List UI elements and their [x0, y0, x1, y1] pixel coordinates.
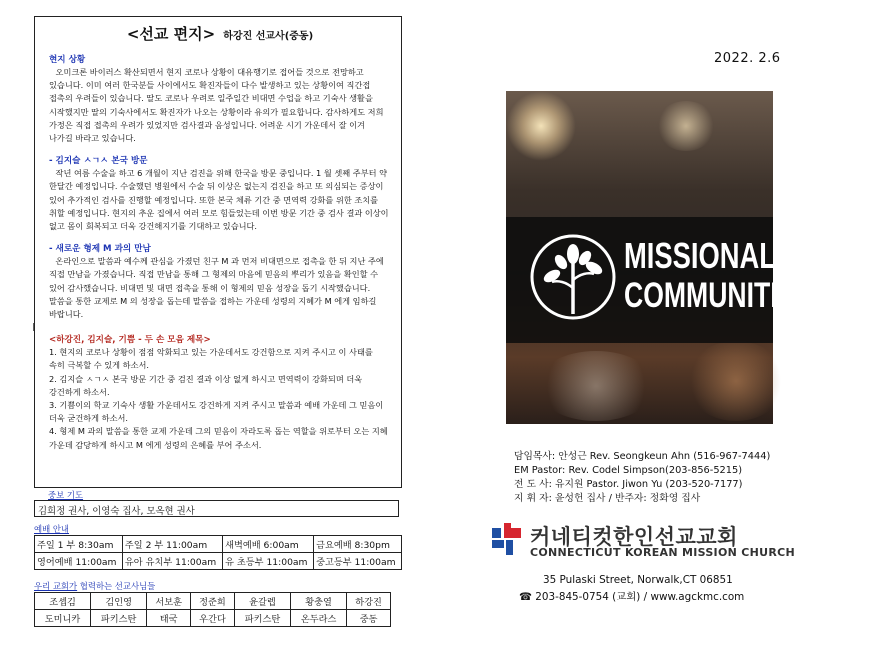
prayer-heading: <하강진, 김지슬, 기쁨 - 두 손 모음 제목>	[49, 335, 211, 346]
church-name-korean: 커네티컷한인선교교회	[530, 525, 738, 549]
missionary-name: 정준희	[191, 593, 235, 610]
stray-mark: |	[32, 321, 35, 332]
table-row	[35, 536, 402, 553]
missional-communities-banner	[506, 91, 814, 424]
church-address: 35 Pulaski Street, Norwalk,CT 06851	[543, 574, 733, 586]
section-heading: 현지 상황	[49, 55, 86, 65]
section-paragraph: 작년 여름 수술을 하고 6 개월이 지난 검진을 위해 한국을 방문 중입니다. 1 월 셋째 주부터 약 한달간 예정입니다. 수술했던 병원에서 수술 뒤 이상은 없는지 검진을 하고 또 의심되는 증상이 있어 추가적인 검사를 진행할 예정입니다. 또한 본국 체류 기간 중 면역력 강화를 위한 조치를 취할 예정입니다. 현지의 추운 집에서 여러 모로 힘들었는데 이번 방문 기간 중 검사 결과 이상이 없고 몸이 회복되고 더욱 강건해지기를 기대하고 있습니다.	[49, 168, 389, 232]
worship-cell: 주일 2 부 11:00am	[122, 536, 222, 553]
worship-cell: 영어예배 11:00am	[35, 553, 123, 570]
worship-table	[34, 535, 402, 570]
scene-shadow	[536, 351, 656, 421]
intercessor-names: 김희정 권사, 이영숙 집사, 모옥현 권사	[34, 500, 399, 517]
worship-cell: 유아 유치부 11:00am	[122, 553, 222, 570]
prayer-item: 1. 현지의 코로나 상황이 점점 악화되고 있는 가운데서도 강건함으로 지켜 주시고 이 사태를 속히 극복할 수 있게 하소서.	[49, 347, 373, 371]
worship-cell: 중고등부 11:00am	[314, 553, 402, 570]
section-heading: - 김지슬 ㅅㄱㅅ 본국 방문	[49, 156, 148, 167]
section-paragraph: 오미크론 바이러스 확산되면서 현지 코로나 상황이 대유행기로 접어들 것으로 전망하고 있습니다. 이미 여러 한국분들 사이에서도 확진자들이 다수 발생하고 있는 상황이여 직간접 접촉의 우려들이 있습니다. 딸도 코로나 우려로 일주일간 비대면 수업을 하고 기숙사 생활을 시작했지만 딸의 기숙사에서도 확진자가 나오는 상황이라 유의가 필요합니다. 감사하게도 저희 가정은 직접 접촉의 우려가 있었지만 검사결과 음성입니다. 어려운 시기 가운데서 잘 이겨 나가길 바라고 있습니다.	[49, 67, 384, 144]
worship-cell: 유 초등부 11:00am	[223, 553, 314, 570]
table-row	[35, 593, 391, 610]
missionary-name: 황충열	[291, 593, 347, 610]
letter-author: 하강진 선교사(중동)	[223, 31, 314, 42]
mission-country: 파키스탄	[234, 610, 290, 627]
worship-cell: 주일 1 부 8:30am	[35, 536, 123, 553]
worship-label: 예배 안내	[34, 524, 70, 534]
staff-list	[514, 450, 770, 506]
staff-line: 담임목사: 안성근 Rev. Seongkeun Ahn (516-967-7444)	[514, 451, 771, 462]
prayer-item: 4. 형제 M 과의 말씀을 통한 교제 가운데 그의 믿음이 자라도록 돕는 역할을 위로부터 오는 지혜 가운데 감당하게 하시고 M 에게 성령의 은혜를 부어 주소서.	[49, 426, 388, 450]
missionary-name: 윤갈렙	[234, 593, 290, 610]
church-logo-icon	[492, 523, 522, 555]
church-contact: ☎ 203-845-0754 (교회) / www.agckmc.com	[519, 591, 745, 603]
prayer-item: 2. 김지슬 ㅅㄱㅅ 본국 방문 기간 중 검진 결과 이상 없게 하시고 면역력이 강화되며 더욱 강건하게 하소서.	[49, 373, 363, 397]
missionary-name: 서보훈	[147, 593, 191, 610]
mission-country: 우간다	[191, 610, 235, 627]
missionary-name: 하강진	[347, 593, 391, 610]
letter-header	[49, 23, 391, 44]
missions-label: 우리 교회가 협력하는 선교사님들	[34, 581, 156, 591]
mission-country: 파키스탄	[91, 610, 147, 627]
prayer-item: 3. 기쁨이의 학교 기숙사 생활 가운데서도 강건하게 지켜 주시고 말씀과 예배 가운데 그 믿음이 더욱 굳건하게 하소서.	[49, 400, 384, 424]
banner-title	[624, 236, 873, 316]
staff-line: 전 도 사: 유지원 Pastor. Jiwon Yu (203-520-7177)	[514, 479, 743, 490]
staff-line: 지 휘 자: 윤성헌 집사 / 반주자: 정화영 집사	[514, 493, 701, 504]
bulletin-date: 2022. 2.6	[714, 51, 781, 66]
mission-country: 태국	[147, 610, 191, 627]
scene-shadow	[686, 341, 786, 421]
lamp-glow	[656, 101, 716, 151]
staff-line: EM Pastor: Rev. Codel Simpson(203-856-5215)	[514, 465, 743, 476]
tree-circle-icon	[528, 232, 618, 322]
worship-cell: 새벽예배 6:00am	[223, 536, 314, 553]
section-paragraph: 온라인으로 말씀과 예수께 관심을 가졌던 친구 M 과 먼저 비대면으로 접촉을 한 뒤 지난 주에 직접 만남을 가졌습니다. 직접 만남을 통해 그 형제의 마음에 믿음의 뿌리가 있음을 확인할 수 있어 감사했습니다. 비대면 및 대면 접촉을 통해 이 형제의 믿음 성장을 돕기 시작했습니다. 말씀을 통한 교제로 M 의 성장을 돕는데 말씀을 접하는 가운데 성령의 지혜가 M 에게 임하길 바랍니다.	[49, 256, 384, 320]
lamp-glow	[506, 91, 576, 161]
mission-country: 온두라스	[291, 610, 347, 627]
missions-table	[34, 592, 391, 627]
banner-line2: COMMUNITIES	[624, 276, 814, 315]
letter-title: <선교 편지>	[126, 25, 216, 43]
flower-label: 중보 기도	[48, 490, 84, 500]
church-name-english: CONNECTICUT KOREAN MISSION CHURCH	[530, 546, 795, 559]
missionary-name: 김인영	[91, 593, 147, 610]
table-row	[35, 553, 402, 570]
mission-country: 중동	[347, 610, 391, 627]
section-heading: - 새로운 형제 M 과의 만남	[49, 244, 151, 255]
mission-country: 도미니카	[35, 610, 91, 627]
worship-cell: 금요예배 8:30pm	[314, 536, 402, 553]
mission-letter	[34, 16, 402, 488]
table-row	[35, 610, 391, 627]
banner-line1: MISSIONAL	[624, 235, 777, 276]
missionary-name: 조셉김	[35, 593, 91, 610]
